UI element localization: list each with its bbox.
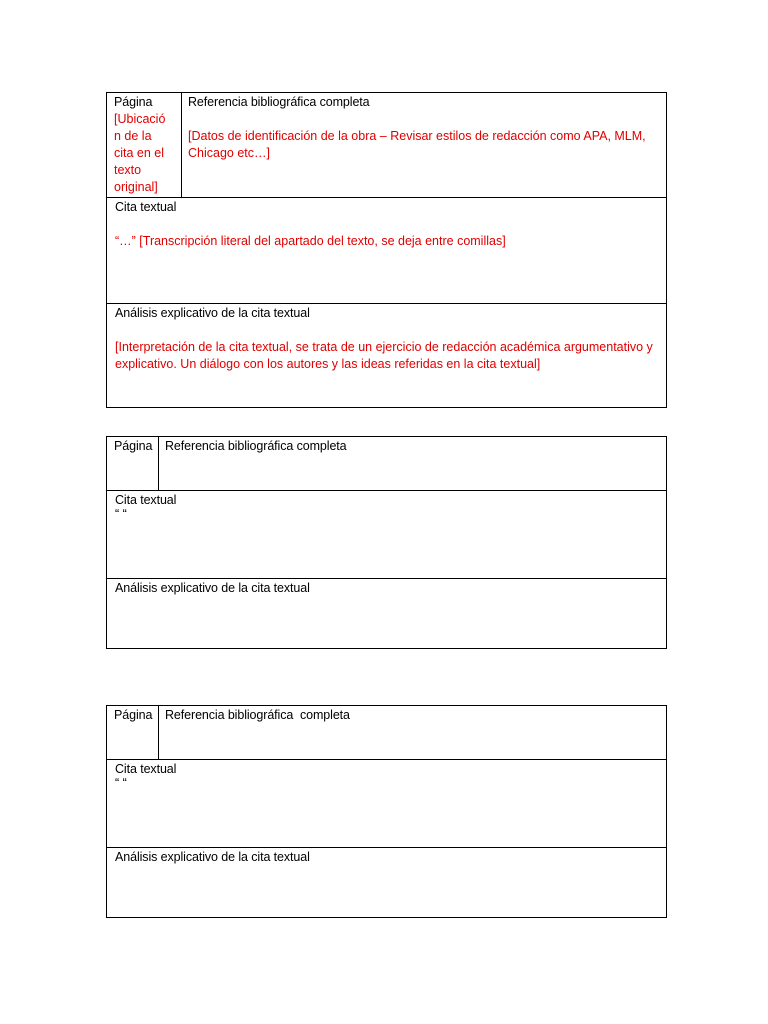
reference-label: Referencia bibliográfica completa <box>165 708 350 722</box>
quote-row[interactable] <box>107 490 666 578</box>
page-hint-line: n de la <box>114 129 152 143</box>
fichaje-card-example <box>106 92 667 408</box>
analysis-row[interactable] <box>107 578 666 648</box>
analysis-hint: [Interpretación de la cita textual, se trata de un ejercicio de redacción académica argumentativo y explicativo. Un diálogo con los autores y las ideas referidas en la cita textual] <box>115 340 653 371</box>
analysis-label: Análisis explicativo de la cita textual <box>115 581 310 595</box>
quote-label: Cita textual <box>115 493 177 507</box>
quote-label: Cita textual <box>115 762 177 776</box>
page-cell <box>107 93 182 197</box>
page-label: Página <box>114 708 153 722</box>
reference-label: Referencia bibliográfica completa <box>165 439 347 453</box>
page-hint <box>114 111 175 196</box>
reference-cell <box>182 93 666 197</box>
analysis-row <box>107 303 666 407</box>
page-label: Página <box>114 439 153 453</box>
page-hint-line: cita en el <box>114 146 165 160</box>
header-row <box>107 437 666 490</box>
page-hint-line: texto <box>114 163 142 177</box>
fichaje-card-blank-1 <box>106 436 667 649</box>
quote-marks: “ “ <box>115 776 127 790</box>
quote-marks: “ “ <box>115 507 127 521</box>
page-hint-line: original] <box>114 180 158 194</box>
analysis-label: Análisis explicativo de la cita textual <box>115 850 310 864</box>
analysis-label: Análisis explicativo de la cita textual <box>115 306 310 320</box>
quote-row[interactable] <box>107 759 666 847</box>
quote-label: Cita textual <box>115 200 177 214</box>
page-cell <box>107 706 159 759</box>
page-label: Página <box>114 95 153 109</box>
reference-cell[interactable] <box>159 437 666 490</box>
quote-row <box>107 197 666 303</box>
fichaje-card-blank-2 <box>106 705 667 918</box>
reference-label: Referencia bibliográfica completa <box>188 95 370 109</box>
reference-hint: [Datos de identificación de la obra – Revisar estilos de redacción como APA, MLM, Chicago etc…] <box>188 129 646 160</box>
page-hint-line: [Ubicació <box>114 112 166 126</box>
header-row <box>107 93 666 197</box>
reference-cell[interactable] <box>159 706 666 759</box>
analysis-row[interactable] <box>107 847 666 917</box>
quote-hint: “…” [Transcripción literal del apartado del texto, se deja entre comillas] <box>115 234 506 248</box>
page-cell <box>107 437 159 490</box>
header-row <box>107 706 666 759</box>
